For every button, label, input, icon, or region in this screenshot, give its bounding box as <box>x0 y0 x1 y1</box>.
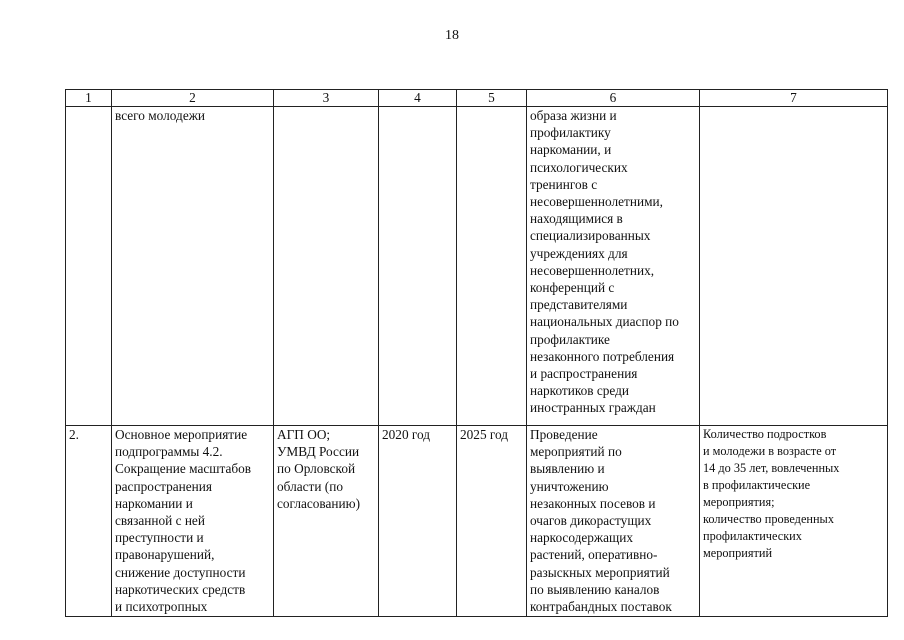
column-header: 3 <box>274 90 379 107</box>
table-header-row <box>66 90 888 107</box>
program-table <box>65 89 888 617</box>
activity-name-cell: всего молодежи <box>112 107 274 426</box>
column-header: 4 <box>379 90 457 107</box>
activity-description-cell: образа жизни и профилактику наркомании, и психологических тренингов с несовершеннолетними, находящимися в специализированных учреждениях для несовершеннолетних, конференций с представителями национальных диаспор по профилактике незаконного потребления и распространения наркотиков среди иностранных граждан <box>527 107 700 426</box>
table-row <box>66 426 888 617</box>
table-row <box>66 107 888 426</box>
column-header: 7 <box>700 90 888 107</box>
indicator-cell <box>700 107 888 426</box>
start-year-cell <box>379 107 457 426</box>
activity-description-cell: Проведение мероприятий по выявлению и уничтожению незаконных посевов и очагов дикорастущих наркосодержащих растений, оперативно- разыскных мероприятий по выявлению каналов контрабандных поставок <box>527 426 700 617</box>
page-number: 18 <box>445 28 459 43</box>
indicator-cell: Количество подростков и молодежи в возрасте от 14 до 35 лет, вовлеченных в профилактические мероприятия; количество проведенных профилактических мероприятий <box>700 426 888 617</box>
start-year-cell: 2020 год <box>379 426 457 617</box>
column-header: 5 <box>457 90 527 107</box>
executor-cell: АГП ОО; УМВД России по Орловской области (по согласованию) <box>274 426 379 617</box>
end-year-cell: 2025 год <box>457 426 527 617</box>
column-header: 1 <box>66 90 112 107</box>
column-header: 6 <box>527 90 700 107</box>
activity-name-cell: Основное мероприятие подпрограммы 4.2. Сокращение масштабов распространения наркомании и связанной с ней преступности и правонарушений, снижение доступности наркотических средств и психотропных <box>112 426 274 617</box>
end-year-cell <box>457 107 527 426</box>
row-number-cell: 2. <box>66 426 112 617</box>
column-header: 2 <box>112 90 274 107</box>
executor-cell <box>274 107 379 426</box>
row-number-cell <box>66 107 112 426</box>
